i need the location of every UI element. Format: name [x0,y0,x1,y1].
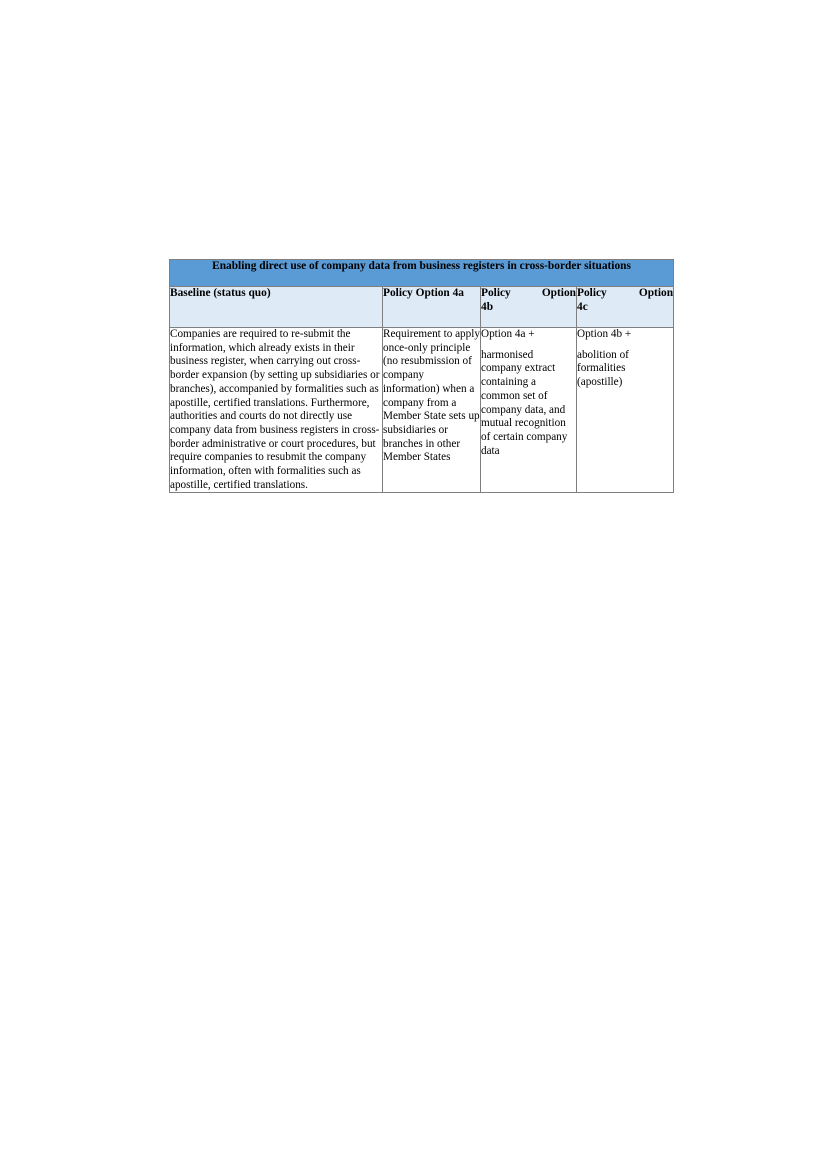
cell-policy-option-4c-text: abolition of formalities (apostille) [577,348,629,389]
cell-baseline-text: Companies are required to re-submit the information, which already exists in their business register, when carrying out cross-border expansion (by setting up subsidiaries or branches), accompanied by formalities such as apostille, certified translations. Furthermore, authorities and courts do not directly use company data from business registers in cross-border administrative or court procedures, but require companies to resubmit the company information, often with formalities such as apostille, certified translations. [170,328,380,491]
policy-options-table [169,259,674,493]
cell-baseline [170,328,383,493]
header-policy-option-4c [577,287,674,328]
header-policy-option-4c-line1: Policy Option [577,287,674,299]
header-policy-option-4b [481,287,577,328]
cell-policy-option-4b [481,328,577,493]
header-policy-option-4b-line2: 4b [481,300,494,313]
header-policy-option-4c-line2: 4c [577,300,588,313]
table-row [170,328,674,493]
table-title-row [170,260,674,287]
cell-policy-option-4a-text: Requirement to apply once-only principle (no resubmission of company information) when a company from a Member State sets up subsidiaries or branches in other Member States [383,328,480,464]
table-title: Enabling direct use of company data from business registers in cross-border situations [170,260,674,287]
header-policy-option-4a: Policy Option 4a [383,287,481,328]
cell-policy-option-4b-text: harmonised company extract containing a common set of company data, and mutual recognition of certain company data [481,348,568,457]
header-baseline: Baseline (status quo) [170,287,383,328]
cell-policy-option-4a [383,328,481,493]
cell-policy-option-4c [577,328,674,493]
header-policy-option-4b-line1: Policy Option [481,287,576,299]
cell-policy-option-4c-intro: Option 4b + [577,328,632,340]
table-header-row [170,287,674,328]
cell-policy-option-4b-intro: Option 4a + [481,328,535,340]
